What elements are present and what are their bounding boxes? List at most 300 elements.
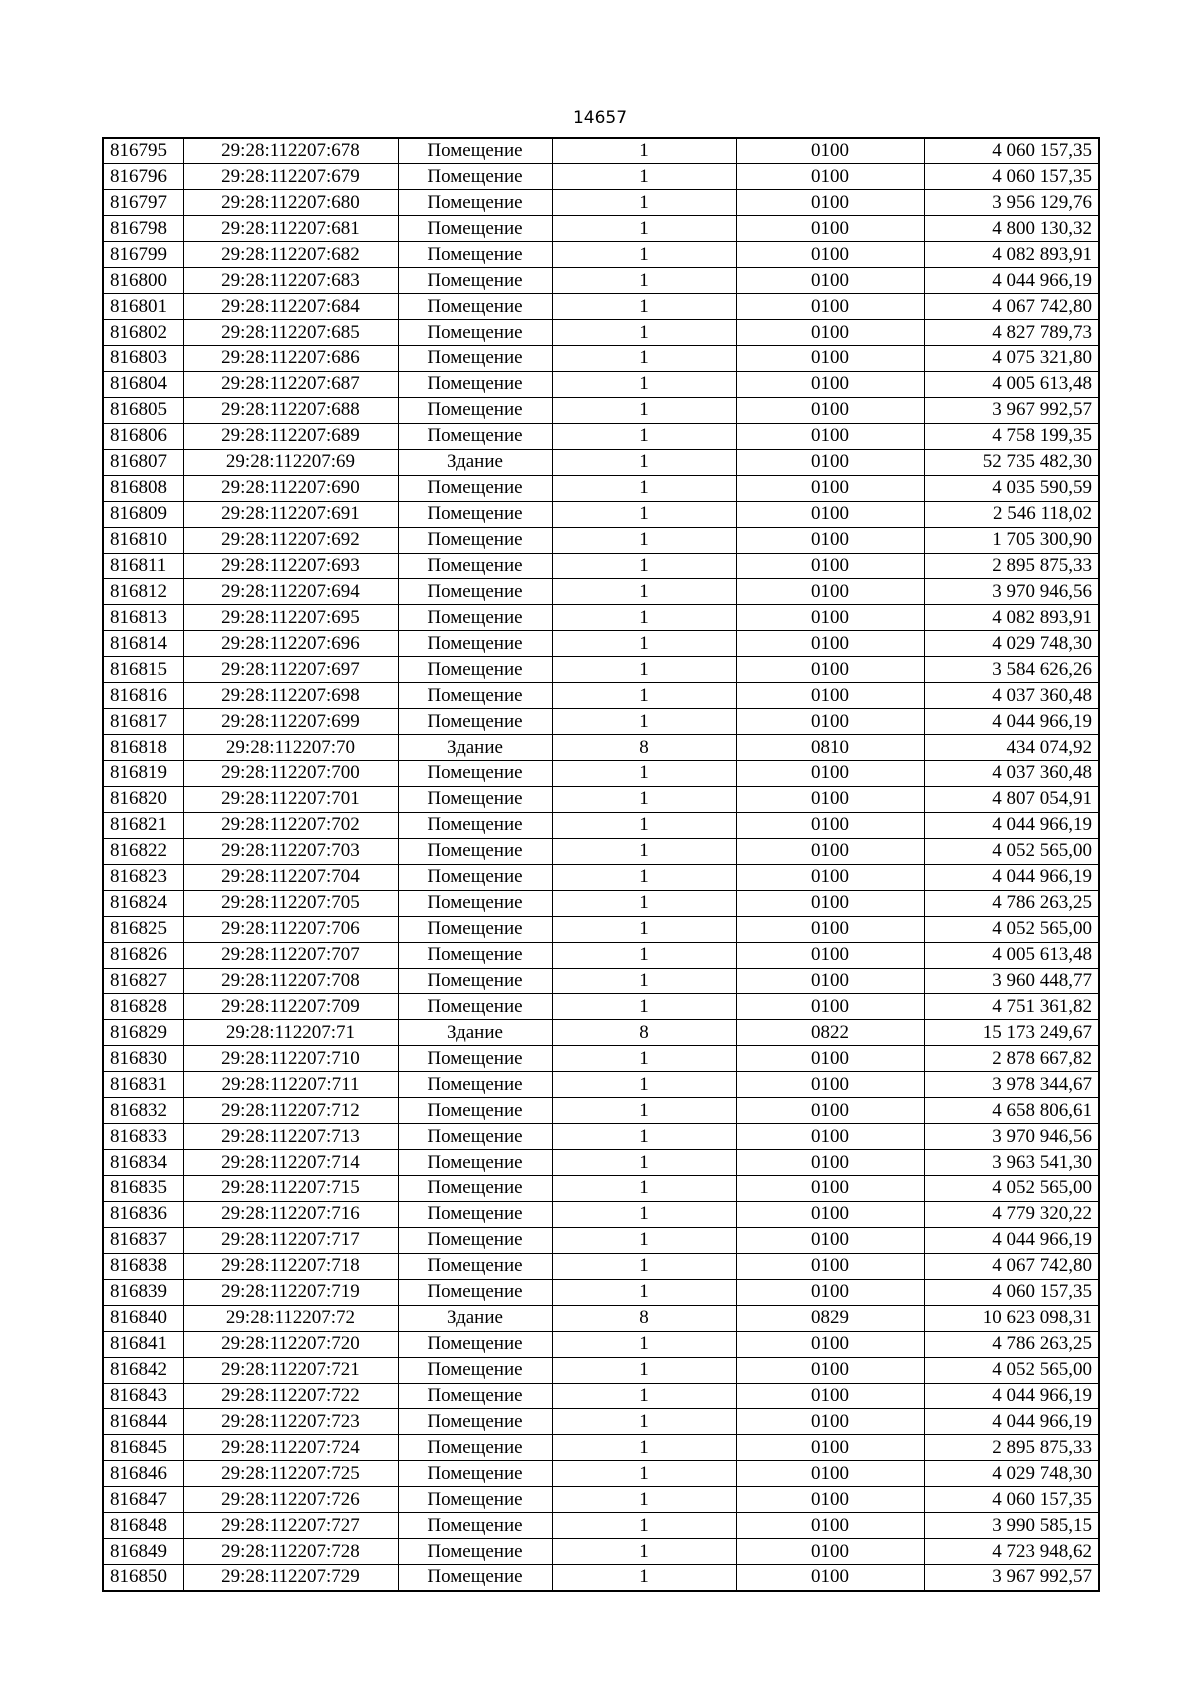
object-type-cell: Помещение: [398, 1150, 552, 1176]
cadastral-value-cell: 3 963 541,30: [924, 1150, 1099, 1176]
page-number: 14657: [572, 108, 628, 128]
code-cell: 0100: [736, 1279, 924, 1305]
cadastral-value-cell: 4 052 565,00: [924, 1357, 1099, 1383]
code-cell: 0100: [736, 761, 924, 787]
count-cell: 1: [552, 346, 736, 372]
cadastral-value-cell: 4 800 130,32: [924, 216, 1099, 242]
object-type-cell: Здание: [398, 449, 552, 475]
object-type-cell: Помещение: [398, 579, 552, 605]
table-row: [103, 320, 1099, 346]
row-number-cell: 816843: [103, 1383, 183, 1409]
object-type-cell: Помещение: [398, 1124, 552, 1150]
cadastral-number-cell: 29:28:112207:711: [183, 1072, 398, 1098]
code-cell: 0100: [736, 1513, 924, 1539]
cadastral-number-cell: 29:28:112207:680: [183, 190, 398, 216]
object-type-cell: Помещение: [398, 812, 552, 838]
table-row: [103, 449, 1099, 475]
object-type-cell: Помещение: [398, 1176, 552, 1202]
table-row: [103, 1305, 1099, 1331]
code-cell: 0100: [736, 994, 924, 1020]
code-cell: 0829: [736, 1305, 924, 1331]
cadastral-number-cell: 29:28:112207:683: [183, 268, 398, 294]
count-cell: 1: [552, 294, 736, 320]
object-type-cell: Помещение: [398, 1046, 552, 1072]
table-row: [103, 579, 1099, 605]
object-type-cell: Помещение: [398, 864, 552, 890]
code-cell: 0100: [736, 1046, 924, 1072]
count-cell: 1: [552, 761, 736, 787]
cadastral-number-cell: 29:28:112207:71: [183, 1020, 398, 1046]
count-cell: 1: [552, 1331, 736, 1357]
object-type-cell: Помещение: [398, 890, 552, 916]
cadastral-number-cell: 29:28:112207:725: [183, 1461, 398, 1487]
code-cell: 0100: [736, 423, 924, 449]
count-cell: 1: [552, 527, 736, 553]
row-number-cell: 816813: [103, 605, 183, 631]
code-cell: 0100: [736, 1098, 924, 1124]
code-cell: 0100: [736, 527, 924, 553]
cadastral-number-cell: 29:28:112207:692: [183, 527, 398, 553]
table-row: [103, 527, 1099, 553]
object-type-cell: Помещение: [398, 916, 552, 942]
table-row: [103, 1124, 1099, 1150]
cadastral-number-cell: 29:28:112207:690: [183, 475, 398, 501]
code-cell: 0100: [736, 1331, 924, 1357]
row-number-cell: 816821: [103, 812, 183, 838]
cadastral-value-cell: 4 751 361,82: [924, 994, 1099, 1020]
cadastral-number-cell: 29:28:112207:712: [183, 1098, 398, 1124]
cadastral-value-cell: 4 779 320,22: [924, 1201, 1099, 1227]
count-cell: 1: [552, 1279, 736, 1305]
cadastral-number-cell: 29:28:112207:685: [183, 320, 398, 346]
count-cell: 1: [552, 1565, 736, 1591]
row-number-cell: 816804: [103, 371, 183, 397]
cadastral-number-cell: 29:28:112207:718: [183, 1253, 398, 1279]
object-type-cell: Помещение: [398, 1565, 552, 1591]
cadastral-number-cell: 29:28:112207:694: [183, 579, 398, 605]
code-cell: 0100: [736, 838, 924, 864]
cadastral-value-cell: 4 060 157,35: [924, 138, 1099, 164]
cadastral-value-cell: 4 052 565,00: [924, 1176, 1099, 1202]
count-cell: 1: [552, 1409, 736, 1435]
table-row: [103, 1435, 1099, 1461]
row-number-cell: 816800: [103, 268, 183, 294]
cadastral-value-cell: 3 956 129,76: [924, 190, 1099, 216]
count-cell: 1: [552, 216, 736, 242]
table-row: [103, 1461, 1099, 1487]
code-cell: 0810: [736, 735, 924, 761]
code-cell: 0100: [736, 657, 924, 683]
row-number-cell: 816816: [103, 683, 183, 709]
row-number-cell: 816847: [103, 1487, 183, 1513]
count-cell: 1: [552, 1383, 736, 1409]
table-row: [103, 294, 1099, 320]
cadastral-number-cell: 29:28:112207:703: [183, 838, 398, 864]
cadastral-value-cell: 2 895 875,33: [924, 1435, 1099, 1461]
cadastral-value-cell: 4 029 748,30: [924, 631, 1099, 657]
row-number-cell: 816826: [103, 942, 183, 968]
cadastral-value-cell: 4 060 157,35: [924, 164, 1099, 190]
table-row: [103, 501, 1099, 527]
cadastral-number-cell: 29:28:112207:678: [183, 138, 398, 164]
object-type-cell: Помещение: [398, 164, 552, 190]
cadastral-number-cell: 29:28:112207:697: [183, 657, 398, 683]
table-row: [103, 475, 1099, 501]
table-row: [103, 1150, 1099, 1176]
code-cell: 0100: [736, 916, 924, 942]
cadastral-number-cell: 29:28:112207:700: [183, 761, 398, 787]
count-cell: 1: [552, 812, 736, 838]
object-type-cell: Помещение: [398, 994, 552, 1020]
cadastral-value-cell: 4 082 893,91: [924, 242, 1099, 268]
object-type-cell: Помещение: [398, 527, 552, 553]
count-cell: 1: [552, 1150, 736, 1176]
table-row: [103, 631, 1099, 657]
count-cell: 1: [552, 579, 736, 605]
count-cell: 1: [552, 164, 736, 190]
object-type-cell: Помещение: [398, 1435, 552, 1461]
object-type-cell: Помещение: [398, 397, 552, 423]
table-row: [103, 1253, 1099, 1279]
row-number-cell: 816841: [103, 1331, 183, 1357]
cadastral-number-cell: 29:28:112207:710: [183, 1046, 398, 1072]
count-cell: 1: [552, 268, 736, 294]
count-cell: 1: [552, 1539, 736, 1565]
code-cell: 0100: [736, 320, 924, 346]
code-cell: 0100: [736, 1435, 924, 1461]
cadastral-value-cell: 4 067 742,80: [924, 294, 1099, 320]
cadastral-value-cell: 4 044 966,19: [924, 1227, 1099, 1253]
code-cell: 0100: [736, 942, 924, 968]
count-cell: 1: [552, 968, 736, 994]
count-cell: 1: [552, 1357, 736, 1383]
cadastral-value-cell: 4 075 321,80: [924, 346, 1099, 372]
cadastral-value-cell: 4 035 590,59: [924, 475, 1099, 501]
code-cell: 0100: [736, 1150, 924, 1176]
object-type-cell: Помещение: [398, 475, 552, 501]
table-row: [103, 1539, 1099, 1565]
object-type-cell: Помещение: [398, 786, 552, 812]
count-cell: 1: [552, 1201, 736, 1227]
cadastral-number-cell: 29:28:112207:729: [183, 1565, 398, 1591]
table-row: [103, 423, 1099, 449]
cadastral-value-cell: 434 074,92: [924, 735, 1099, 761]
table-row: [103, 346, 1099, 372]
table-row: [103, 786, 1099, 812]
object-type-cell: Помещение: [398, 268, 552, 294]
code-cell: 0100: [736, 1409, 924, 1435]
cadastral-value-cell: 2 546 118,02: [924, 501, 1099, 527]
object-type-cell: Помещение: [398, 501, 552, 527]
table-row: [103, 242, 1099, 268]
cadastral-value-cell: 2 895 875,33: [924, 553, 1099, 579]
object-type-cell: Помещение: [398, 683, 552, 709]
cadastral-value-cell: 3 970 946,56: [924, 579, 1099, 605]
code-cell: 0100: [736, 164, 924, 190]
cadastral-value-cell: 4 060 157,35: [924, 1487, 1099, 1513]
table-row: [103, 942, 1099, 968]
cadastral-value-cell: 3 978 344,67: [924, 1072, 1099, 1098]
cadastral-number-cell: 29:28:112207:719: [183, 1279, 398, 1305]
row-number-cell: 816839: [103, 1279, 183, 1305]
row-number-cell: 816830: [103, 1046, 183, 1072]
cadastral-value-cell: 4 052 565,00: [924, 916, 1099, 942]
cadastral-value-cell: 3 584 626,26: [924, 657, 1099, 683]
object-type-cell: Помещение: [398, 1539, 552, 1565]
cadastral-value-cell: 4 723 948,62: [924, 1539, 1099, 1565]
count-cell: 1: [552, 190, 736, 216]
row-number-cell: 816823: [103, 864, 183, 890]
code-cell: 0100: [736, 605, 924, 631]
count-cell: 1: [552, 838, 736, 864]
cadastral-value-cell: 4 060 157,35: [924, 1279, 1099, 1305]
row-number-cell: 816815: [103, 657, 183, 683]
row-number-cell: 816828: [103, 994, 183, 1020]
row-number-cell: 816819: [103, 761, 183, 787]
cadastral-number-cell: 29:28:112207:708: [183, 968, 398, 994]
code-cell: 0100: [736, 397, 924, 423]
code-cell: 0100: [736, 683, 924, 709]
code-cell: 0100: [736, 371, 924, 397]
cadastral-number-cell: 29:28:112207:704: [183, 864, 398, 890]
row-number-cell: 816807: [103, 449, 183, 475]
cadastral-value-cell: 4 029 748,30: [924, 1461, 1099, 1487]
table-row: [103, 1487, 1099, 1513]
cadastral-number-cell: 29:28:112207:717: [183, 1227, 398, 1253]
count-cell: 1: [552, 475, 736, 501]
cadastral-number-cell: 29:28:112207:69: [183, 449, 398, 475]
count-cell: 1: [552, 994, 736, 1020]
cadastral-value-cell: 3 967 992,57: [924, 1565, 1099, 1591]
row-number-cell: 816825: [103, 916, 183, 942]
count-cell: 1: [552, 320, 736, 346]
code-cell: 0100: [736, 968, 924, 994]
cadastral-value-cell: 4 807 054,91: [924, 786, 1099, 812]
row-number-cell: 816798: [103, 216, 183, 242]
code-cell: 0100: [736, 1124, 924, 1150]
count-cell: 1: [552, 1461, 736, 1487]
row-number-cell: 816805: [103, 397, 183, 423]
cadastral-value-cell: 4 044 966,19: [924, 1409, 1099, 1435]
object-type-cell: Помещение: [398, 1227, 552, 1253]
row-number-cell: 816817: [103, 709, 183, 735]
code-cell: 0100: [736, 1201, 924, 1227]
cadastral-number-cell: 29:28:112207:728: [183, 1539, 398, 1565]
cadastral-number-cell: 29:28:112207:707: [183, 942, 398, 968]
object-type-cell: Помещение: [398, 1279, 552, 1305]
count-cell: 8: [552, 1020, 736, 1046]
count-cell: 1: [552, 890, 736, 916]
code-cell: 0100: [736, 190, 924, 216]
cadastral-value-cell: 4 044 966,19: [924, 812, 1099, 838]
object-type-cell: Помещение: [398, 242, 552, 268]
cadastral-number-cell: 29:28:112207:722: [183, 1383, 398, 1409]
object-type-cell: Помещение: [398, 1383, 552, 1409]
table-row: [103, 1227, 1099, 1253]
row-number-cell: 816818: [103, 735, 183, 761]
count-cell: 1: [552, 1513, 736, 1539]
row-number-cell: 816845: [103, 1435, 183, 1461]
table-row: [103, 916, 1099, 942]
object-type-cell: Помещение: [398, 216, 552, 242]
count-cell: 8: [552, 1305, 736, 1331]
object-type-cell: Помещение: [398, 709, 552, 735]
cadastral-number-cell: 29:28:112207:72: [183, 1305, 398, 1331]
code-cell: 0100: [736, 346, 924, 372]
table-body: [103, 138, 1099, 1591]
table-row: [103, 994, 1099, 1020]
count-cell: 1: [552, 916, 736, 942]
code-cell: 0100: [736, 709, 924, 735]
table-row: [103, 1383, 1099, 1409]
row-number-cell: 816799: [103, 242, 183, 268]
object-type-cell: Помещение: [398, 294, 552, 320]
row-number-cell: 816848: [103, 1513, 183, 1539]
row-number-cell: 816802: [103, 320, 183, 346]
table-row: [103, 864, 1099, 890]
cadastral-value-cell: 4 005 613,48: [924, 371, 1099, 397]
code-cell: 0100: [736, 890, 924, 916]
cadastral-value-cell: 4 786 263,25: [924, 890, 1099, 916]
cadastral-number-cell: 29:28:112207:698: [183, 683, 398, 709]
cadastral-value-cell: 4 758 199,35: [924, 423, 1099, 449]
cadastral-value-cell: 1 705 300,90: [924, 527, 1099, 553]
object-type-cell: Помещение: [398, 1331, 552, 1357]
table-row: [103, 397, 1099, 423]
count-cell: 1: [552, 423, 736, 449]
count-cell: 1: [552, 605, 736, 631]
count-cell: 1: [552, 1253, 736, 1279]
cadastral-number-cell: 29:28:112207:715: [183, 1176, 398, 1202]
count-cell: 1: [552, 786, 736, 812]
table-row: [103, 605, 1099, 631]
object-type-cell: Помещение: [398, 1487, 552, 1513]
cadastral-value-cell: 4 786 263,25: [924, 1331, 1099, 1357]
cadastral-number-cell: 29:28:112207:714: [183, 1150, 398, 1176]
row-number-cell: 816829: [103, 1020, 183, 1046]
object-type-cell: Здание: [398, 1305, 552, 1331]
row-number-cell: 816849: [103, 1539, 183, 1565]
object-type-cell: Помещение: [398, 371, 552, 397]
cadastral-number-cell: 29:28:112207:727: [183, 1513, 398, 1539]
table-row: [103, 1513, 1099, 1539]
table-row: [103, 1072, 1099, 1098]
table-row: [103, 268, 1099, 294]
row-number-cell: 816832: [103, 1098, 183, 1124]
count-cell: 1: [552, 397, 736, 423]
cadastral-number-cell: 29:28:112207:724: [183, 1435, 398, 1461]
cadastral-number-cell: 29:28:112207:681: [183, 216, 398, 242]
row-number-cell: 816803: [103, 346, 183, 372]
row-number-cell: 816822: [103, 838, 183, 864]
row-number-cell: 816840: [103, 1305, 183, 1331]
row-number-cell: 816801: [103, 294, 183, 320]
row-number-cell: 816824: [103, 890, 183, 916]
cadastral-value-cell: 4 037 360,48: [924, 683, 1099, 709]
table-row: [103, 1279, 1099, 1305]
table-row: [103, 216, 1099, 242]
cadastral-number-cell: 29:28:112207:720: [183, 1331, 398, 1357]
cadastral-value-cell: 4 658 806,61: [924, 1098, 1099, 1124]
cadastral-value-cell: 4 082 893,91: [924, 605, 1099, 631]
cadastral-number-cell: 29:28:112207:699: [183, 709, 398, 735]
count-cell: 1: [552, 864, 736, 890]
table-row: [103, 709, 1099, 735]
cadastral-value-cell: 4 827 789,73: [924, 320, 1099, 346]
cadastral-number-cell: 29:28:112207:701: [183, 786, 398, 812]
table-row: [103, 138, 1099, 164]
count-cell: 8: [552, 735, 736, 761]
object-type-cell: Помещение: [398, 761, 552, 787]
table-row: [103, 1409, 1099, 1435]
code-cell: 0100: [736, 1539, 924, 1565]
cadastral-number-cell: 29:28:112207:687: [183, 371, 398, 397]
table-row: [103, 1046, 1099, 1072]
row-number-cell: 816833: [103, 1124, 183, 1150]
count-cell: 1: [552, 942, 736, 968]
code-cell: 0822: [736, 1020, 924, 1046]
cadastral-value-cell: 52 735 482,30: [924, 449, 1099, 475]
code-cell: 0100: [736, 501, 924, 527]
cadastral-number-cell: 29:28:112207:716: [183, 1201, 398, 1227]
code-cell: 0100: [736, 553, 924, 579]
cadastral-value-cell: 4 044 966,19: [924, 268, 1099, 294]
cadastral-number-cell: 29:28:112207:721: [183, 1357, 398, 1383]
code-cell: 0100: [736, 268, 924, 294]
code-cell: 0100: [736, 631, 924, 657]
table-row: [103, 657, 1099, 683]
cadastral-number-cell: 29:28:112207:691: [183, 501, 398, 527]
object-type-cell: Помещение: [398, 1409, 552, 1435]
cadastral-number-cell: 29:28:112207:686: [183, 346, 398, 372]
object-type-cell: Помещение: [398, 631, 552, 657]
cadastral-number-cell: 29:28:112207:696: [183, 631, 398, 657]
count-cell: 1: [552, 1098, 736, 1124]
count-cell: 1: [552, 449, 736, 475]
object-type-cell: Помещение: [398, 138, 552, 164]
row-number-cell: 816835: [103, 1176, 183, 1202]
count-cell: 1: [552, 1487, 736, 1513]
cadastral-value-table: [102, 137, 1100, 1592]
code-cell: 0100: [736, 786, 924, 812]
cadastral-value-cell: 4 037 360,48: [924, 761, 1099, 787]
cadastral-number-cell: 29:28:112207:70: [183, 735, 398, 761]
code-cell: 0100: [736, 864, 924, 890]
object-type-cell: Помещение: [398, 190, 552, 216]
row-number-cell: 816850: [103, 1565, 183, 1591]
table-row: [103, 968, 1099, 994]
count-cell: 1: [552, 631, 736, 657]
cadastral-number-cell: 29:28:112207:689: [183, 423, 398, 449]
code-cell: 0100: [736, 216, 924, 242]
object-type-cell: Помещение: [398, 605, 552, 631]
count-cell: 1: [552, 1046, 736, 1072]
row-number-cell: 816810: [103, 527, 183, 553]
row-number-cell: 816837: [103, 1227, 183, 1253]
cadastral-value-cell: 3 960 448,77: [924, 968, 1099, 994]
table-row: [103, 1331, 1099, 1357]
cadastral-number-cell: 29:28:112207:702: [183, 812, 398, 838]
object-type-cell: Помещение: [398, 1072, 552, 1098]
table-row: [103, 683, 1099, 709]
row-number-cell: 816846: [103, 1461, 183, 1487]
cadastral-number-cell: 29:28:112207:706: [183, 916, 398, 942]
cadastral-number-cell: 29:28:112207:684: [183, 294, 398, 320]
cadastral-number-cell: 29:28:112207:726: [183, 1487, 398, 1513]
table-row: [103, 838, 1099, 864]
object-type-cell: Помещение: [398, 1357, 552, 1383]
object-type-cell: Помещение: [398, 346, 552, 372]
